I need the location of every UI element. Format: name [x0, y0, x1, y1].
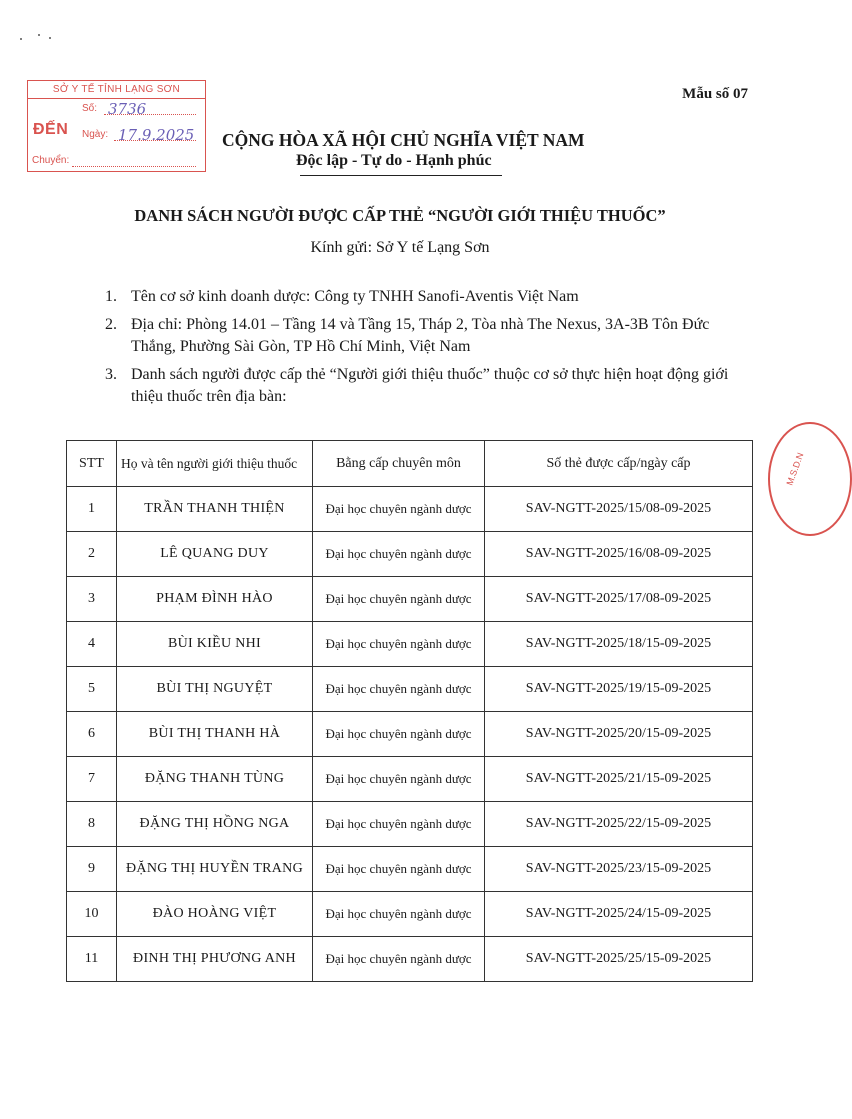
seal-text: M.S.D.N [784, 451, 806, 487]
table-row [67, 532, 753, 577]
cell-name: BÙI KIỀU NHI [117, 622, 313, 667]
cell-stt: 8 [67, 802, 117, 847]
cell-degree: Đại học chuyên ngành dược [313, 892, 485, 937]
cell-name: ĐẶNG THỊ HỒNG NGA [117, 802, 313, 847]
cell-name: ĐINH THỊ PHƯƠNG ANH [117, 937, 313, 982]
company-seal-partial [768, 422, 852, 536]
motto-underline [300, 175, 502, 176]
addressee: Kính gửi: Sở Y tế Lạng Sơn [310, 239, 490, 256]
cell-name: ĐẶNG THỊ HUYỀN TRANG [117, 847, 313, 892]
cell-degree: Đại học chuyên ngành dược [313, 622, 485, 667]
info-item [105, 364, 745, 408]
table-row [67, 892, 753, 937]
cell-card: SAV-NGTT-2025/15/08-09-2025 [485, 487, 753, 532]
cell-card: SAV-NGTT-2025/25/15-09-2025 [485, 937, 753, 982]
cell-card: SAV-NGTT-2025/17/08-09-2025 [485, 577, 753, 622]
table-row [67, 802, 753, 847]
header-stt: STT [67, 441, 117, 487]
header-name: Họ và tên người giới thiệu thuốc [117, 441, 313, 487]
stamp-so-label: Số: [82, 103, 98, 114]
info-item-number: 3. [105, 366, 117, 383]
card-holder-table [66, 440, 753, 982]
stamp-org: SỞ Y TẾ TỈNH LẠNG SƠN [28, 81, 205, 99]
info-item-number: 2. [105, 316, 117, 333]
national-motto: Độc lập - Tự do - Hạnh phúc [296, 152, 492, 169]
cell-stt: 6 [67, 712, 117, 757]
cell-name: BÙI THỊ NGUYỆT [117, 667, 313, 712]
stamp-den: ĐẾN [33, 121, 69, 138]
cell-stt: 7 [67, 757, 117, 802]
header-card: Số thẻ được cấp/ngày cấp [485, 441, 753, 487]
cell-stt: 11 [67, 937, 117, 982]
handwritten-ngay: 17.9.2025 [118, 126, 195, 144]
stamp-chuyen-line [72, 166, 196, 167]
info-item-number: 1. [105, 288, 117, 305]
cell-stt: 10 [67, 892, 117, 937]
header-degree: Bằng cấp chuyên môn [313, 441, 485, 487]
national-title: CỘNG HÒA XÃ HỘI CHỦ NGHĨA VIỆT NAM [222, 130, 585, 150]
cell-stt: 1 [67, 487, 117, 532]
cell-card: SAV-NGTT-2025/19/15-09-2025 [485, 667, 753, 712]
cell-card: SAV-NGTT-2025/20/15-09-2025 [485, 712, 753, 757]
table-row [67, 577, 753, 622]
info-list [105, 286, 745, 414]
cell-card: SAV-NGTT-2025/23/15-09-2025 [485, 847, 753, 892]
cell-card: SAV-NGTT-2025/21/15-09-2025 [485, 757, 753, 802]
cell-name: ĐẶNG THANH TÙNG [117, 757, 313, 802]
cell-card: SAV-NGTT-2025/16/08-09-2025 [485, 532, 753, 577]
cell-degree: Đại học chuyên ngành dược [313, 802, 485, 847]
cell-degree: Đại học chuyên ngành dược [313, 847, 485, 892]
cell-degree: Đại học chuyên ngành dược [313, 937, 485, 982]
table-row [67, 712, 753, 757]
stamp-chuyen-label: Chuyển: [32, 155, 70, 166]
table-row [67, 847, 753, 892]
stamp-ngay-label: Ngày: [82, 129, 109, 140]
cell-card: SAV-NGTT-2025/18/15-09-2025 [485, 622, 753, 667]
cell-name: TRẦN THANH THIỆN [117, 487, 313, 532]
table-row [67, 937, 753, 982]
table-header-row [67, 441, 753, 487]
cell-stt: 9 [67, 847, 117, 892]
cell-degree: Đại học chuyên ngành dược [313, 487, 485, 532]
cell-name: PHẠM ĐÌNH HÀO [117, 577, 313, 622]
info-item-text: Tên cơ sở kinh doanh dược: Công ty TNHH Sanofi-Aventis Việt Nam [131, 288, 579, 305]
info-item [105, 286, 745, 308]
cell-degree: Đại học chuyên ngành dược [313, 667, 485, 712]
cell-name: LÊ QUANG DUY [117, 532, 313, 577]
cell-stt: 5 [67, 667, 117, 712]
form-number: Mẫu số 07 [682, 86, 748, 102]
cell-stt: 4 [67, 622, 117, 667]
cell-name: BÙI THỊ THANH HÀ [117, 712, 313, 757]
info-item-text: Địa chỉ: Phòng 14.01 – Tầng 14 và Tầng 15, Tháp 2, Tòa nhà The Nexus, 3A-3B Tôn Đức Thắng, Phường Sài Gòn, TP Hồ Chí Minh, Việt Nam [131, 316, 710, 355]
info-item [105, 314, 745, 358]
cell-stt: 2 [67, 532, 117, 577]
cell-stt: 3 [67, 577, 117, 622]
cell-degree: Đại học chuyên ngành dược [313, 712, 485, 757]
table-row [67, 622, 753, 667]
table-row [67, 487, 753, 532]
info-item-text: Danh sách người được cấp thẻ “Người giới thiệu thuốc” thuộc cơ sở thực hiện hoạt động giới thiệu thuốc trên địa bàn: [131, 366, 729, 405]
document-title: DANH SÁCH NGƯỜI ĐƯỢC CẤP THẺ “NGƯỜI GIỚI THIỆU THUỐC” [134, 206, 666, 225]
table-row [67, 667, 753, 712]
cell-degree: Đại học chuyên ngành dược [313, 577, 485, 622]
cell-name: ĐÀO HOÀNG VIỆT [117, 892, 313, 937]
cell-degree: Đại học chuyên ngành dược [313, 757, 485, 802]
handwritten-so: 3736 [108, 100, 147, 118]
cell-degree: Đại học chuyên ngành dược [313, 532, 485, 577]
cell-card: SAV-NGTT-2025/22/15-09-2025 [485, 802, 753, 847]
cell-card: SAV-NGTT-2025/24/15-09-2025 [485, 892, 753, 937]
table-row [67, 757, 753, 802]
